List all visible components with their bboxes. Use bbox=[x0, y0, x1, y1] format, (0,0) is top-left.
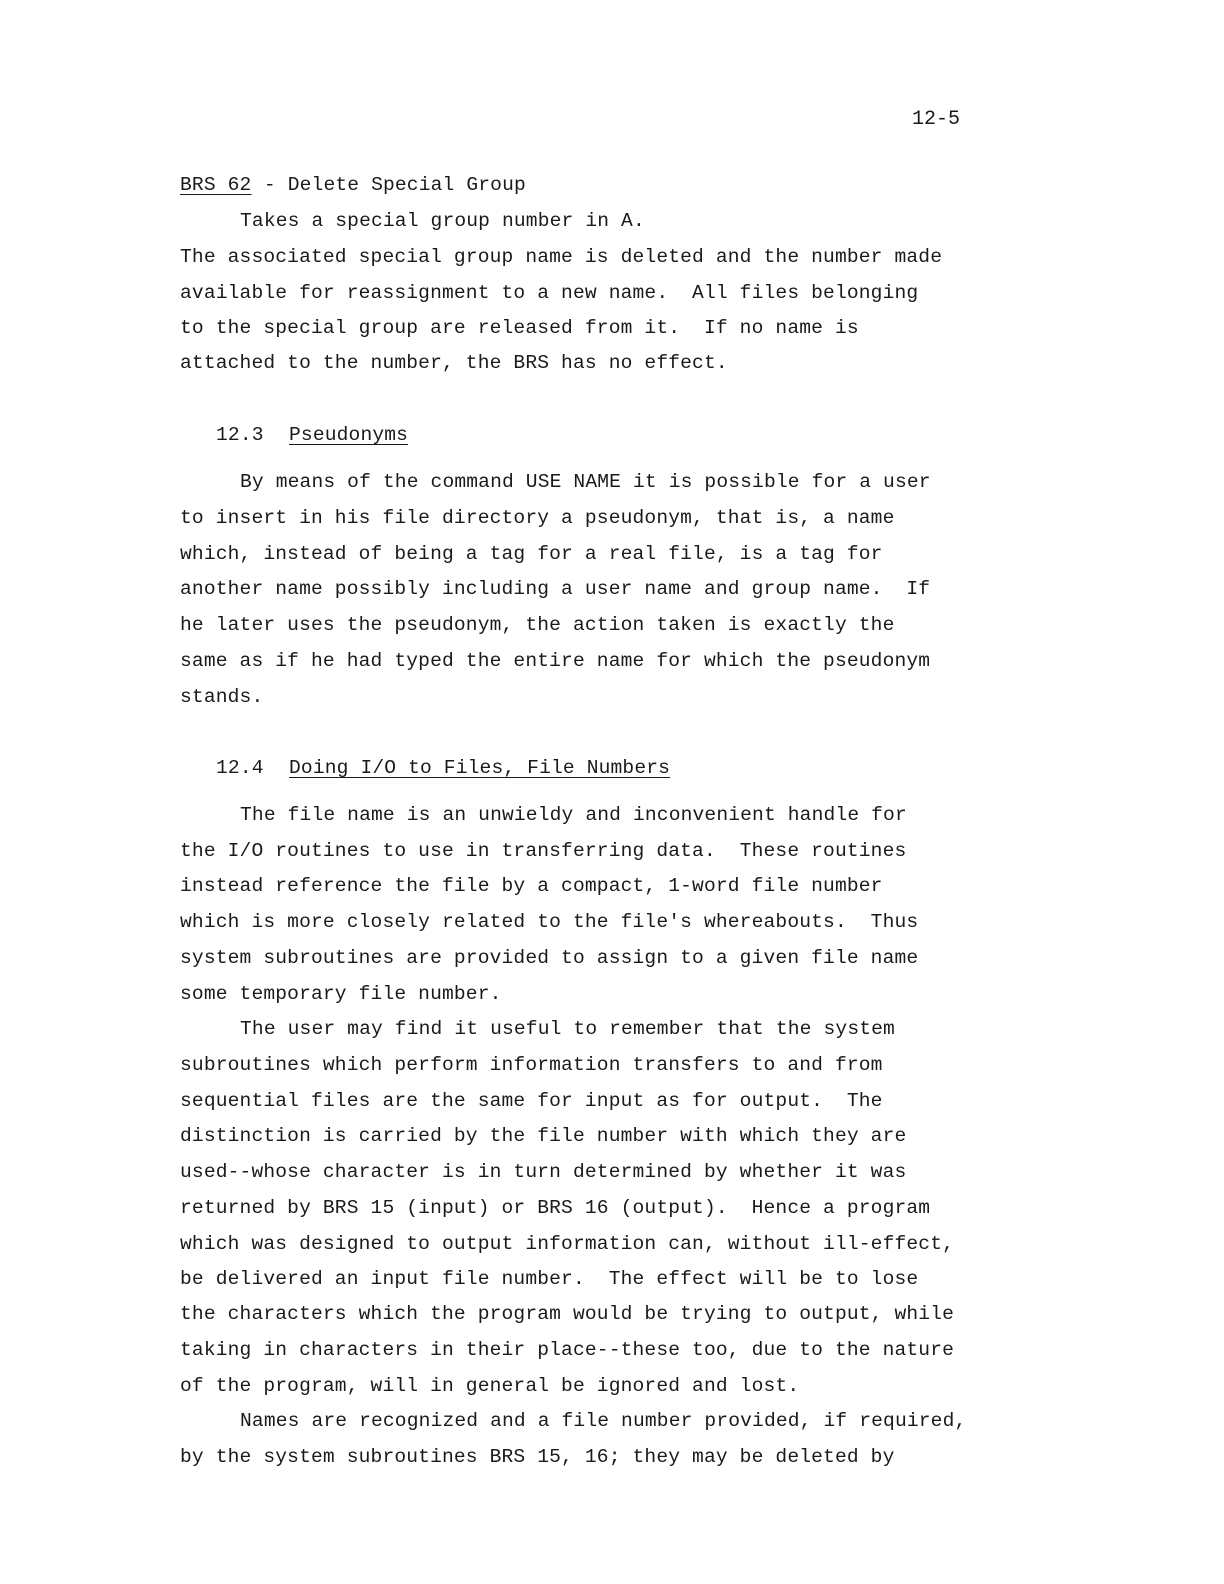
text-line: to insert in his file directory a pseudonym, that is, a name bbox=[180, 507, 895, 529]
text-line: another name possibly including a user name and group name. If bbox=[180, 578, 931, 600]
text-line: be delivered an input file number. The effect will be to lose bbox=[180, 1268, 919, 1290]
text-line: The file name is an unwieldy and inconvenient handle for bbox=[240, 804, 907, 826]
text-line: Takes a special group number in A. bbox=[240, 210, 645, 232]
brs62-title: - Delete Special Group bbox=[252, 174, 526, 196]
text-line: The user may find it useful to remember that the system bbox=[240, 1018, 895, 1040]
text-line: returned by BRS 15 (input) or BRS 16 (output). Hence a program bbox=[180, 1197, 931, 1219]
text-line: Names are recognized and a file number provided, if required, bbox=[240, 1410, 967, 1432]
brs62-label: BRS 62 bbox=[180, 174, 252, 196]
text-line: which, instead of being a tag for a real file, is a tag for bbox=[180, 543, 883, 565]
section-title-file-numbers: Doing I/O to Files, File Numbers bbox=[289, 757, 671, 779]
text-line: he later uses the pseudonym, the action taken is exactly the bbox=[180, 614, 895, 636]
text-line: which was designed to output information can, without ill-effect, bbox=[180, 1233, 955, 1255]
text-line: stands. bbox=[180, 686, 264, 708]
section-title-pseudonyms: Pseudonyms bbox=[289, 424, 409, 446]
text-line: attached to the number, the BRS has no effect. bbox=[180, 352, 728, 374]
text-line: the I/O routines to use in transferring data. These routines bbox=[180, 840, 907, 862]
text-line: The associated special group name is deleted and the number made bbox=[180, 246, 943, 268]
text-line: instead reference the file by a compact, 1-word file number bbox=[180, 875, 883, 897]
text-line: used--whose character is in turn determined by whether it was bbox=[180, 1161, 907, 1183]
text-line: sequential files are the same for input as for output. The bbox=[180, 1090, 883, 1112]
page-number: 12-5 bbox=[912, 108, 961, 131]
text-line: By means of the command USE NAME it is possible for a user bbox=[240, 471, 931, 493]
text-line: to the special group are released from it. If no name is bbox=[180, 317, 859, 339]
text-line: which is more closely related to the file's whereabouts. Thus bbox=[180, 911, 919, 933]
section-number-12-3: 12.3 bbox=[216, 424, 264, 446]
text-line: distinction is carried by the file number with which they are bbox=[180, 1125, 907, 1147]
text-line: same as if he had typed the entire name for which the pseudonym bbox=[180, 650, 931, 672]
text-line: some temporary file number. bbox=[180, 983, 502, 1005]
text-line: available for reassignment to a new name. All files belonging bbox=[180, 282, 919, 304]
text-line: of the program, will in general be ignored and lost. bbox=[180, 1375, 800, 1397]
section-number-12-4: 12.4 bbox=[216, 757, 264, 779]
text-line: the characters which the program would be trying to output, while bbox=[180, 1303, 955, 1325]
text-line: subroutines which perform information transfers to and from bbox=[180, 1054, 883, 1076]
text-line: by the system subroutines BRS 15, 16; they may be deleted by bbox=[180, 1446, 895, 1468]
text-line: system subroutines are provided to assign to a given file name bbox=[180, 947, 919, 969]
text-line: taking in characters in their place--these too, due to the nature bbox=[180, 1339, 955, 1361]
